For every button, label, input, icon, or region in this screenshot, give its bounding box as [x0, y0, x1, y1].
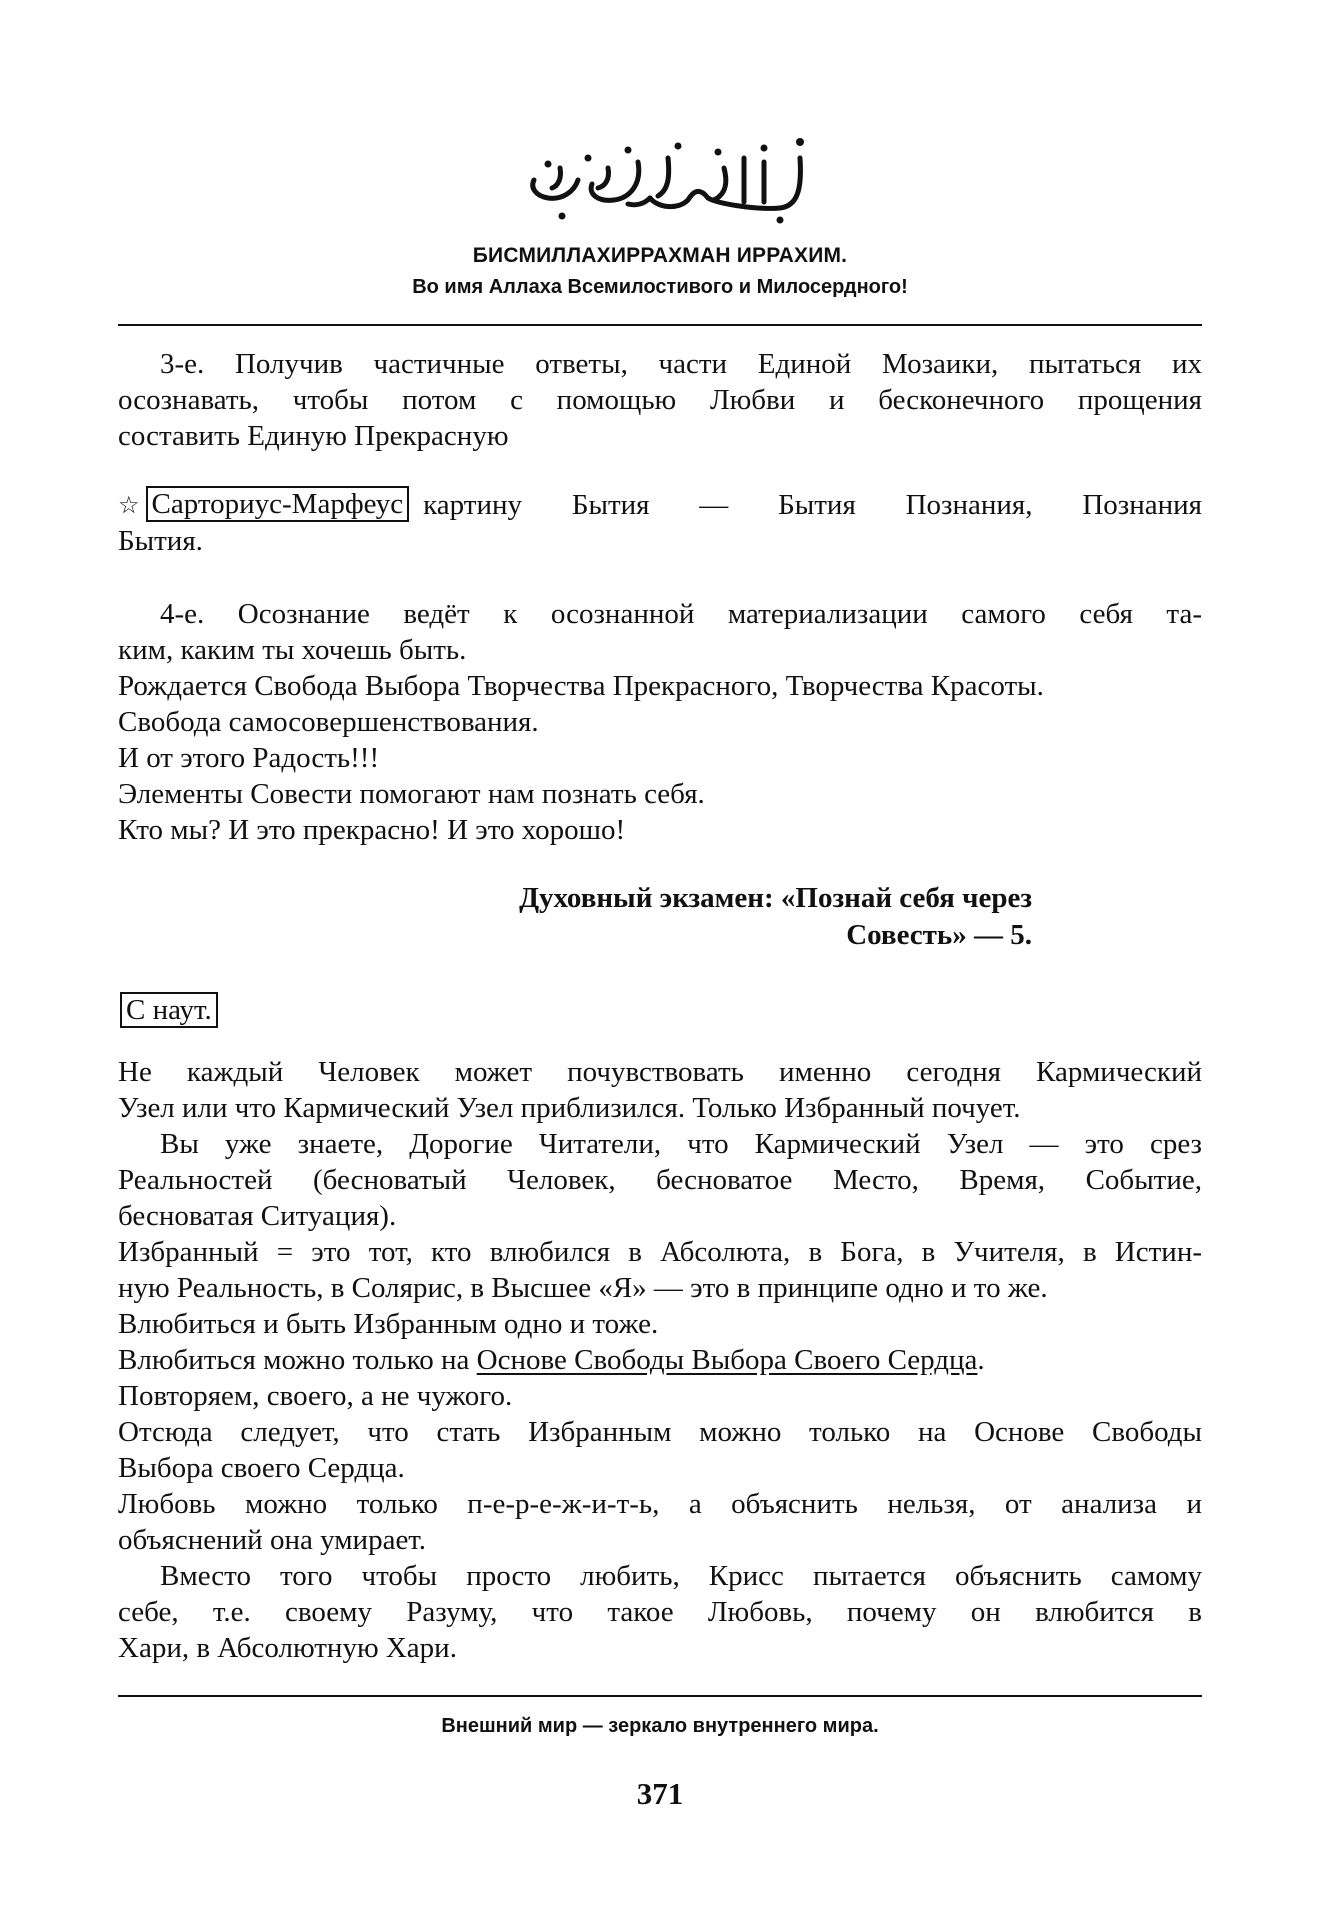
- text-segment: Влюбиться можно только на: [118, 1344, 477, 1376]
- exam-heading: [519, 880, 1032, 954]
- text-line: Хари, в Абсолютную Хари.: [118, 1632, 457, 1664]
- header-divider: [118, 324, 1202, 326]
- speaker-box: С наут.: [120, 992, 218, 1028]
- paragraph-chosen: [118, 1054, 1202, 1666]
- text-line: Реальностей (бесноватый Человек, бесноватое Место, Время, Событие,: [118, 1164, 1202, 1196]
- text-line: Кто мы? И это прекрасно! И это хорошо!: [118, 814, 626, 846]
- header-title: БИСМИЛЛАХИРРАХМАН ИРРАХИМ.: [472, 244, 848, 267]
- text-line: 4-е. Осознание ведёт к осознанной материализации самого себя та-: [160, 598, 1202, 630]
- header-subtitle: Во имя Аллаха Всемилостивого и Милосердного!: [412, 276, 908, 298]
- text-line: Бытия.: [118, 525, 203, 557]
- exam-heading-line: Духовный экзамен: «Познай себя через: [519, 882, 1032, 914]
- text-line: Не каждый Человек может почувствовать именно сегодня Кармический: [118, 1056, 1202, 1088]
- text-line: Выбора своего Сердца.: [118, 1452, 405, 1484]
- text-line: объяснений она умирает.: [118, 1524, 427, 1556]
- footer-motto: Внешний мир — зеркало внутреннего мира.: [441, 1715, 879, 1737]
- speaker-label: [120, 992, 218, 1028]
- book-page: [118, 0, 1202, 1920]
- text-line: И от этого Радость!!!: [118, 742, 380, 774]
- inline-group: [118, 486, 409, 523]
- text-line: Узел или что Кармический Узел приблизился. Только Избранный почует.: [118, 1092, 1021, 1124]
- text-line: себе, т.е. своему Разуму, что такое Любовь, почему он влюбится в: [118, 1596, 1202, 1628]
- boxed-name: Сарториус-Марфеус: [146, 486, 410, 522]
- text-line: Избранный = это тот, кто влюбился в Абсолюта, в Бога, в Учителя, в Истин-: [118, 1236, 1202, 1268]
- text-line: Рождается Свобода Выбора Творчества Прекрасного, Творчества Красоты.: [118, 670, 1044, 702]
- text-line: [118, 486, 1202, 523]
- bismillah-calligraphy-icon: [518, 128, 818, 228]
- footer-divider: [118, 1695, 1202, 1697]
- text-line: Элементы Совести помогают нам познать себя.: [118, 778, 705, 810]
- exam-heading-line: Совесть» — 5.: [846, 919, 1032, 951]
- paragraph-3e: [118, 346, 1202, 454]
- paragraph-sartorius: [118, 486, 1202, 559]
- text-line: Свобода самосовершенствования.: [118, 706, 539, 738]
- text-line: Отсюда следует, что стать Избранным можно только на Основе Свободы: [118, 1416, 1202, 1448]
- star-icon: ☆: [118, 491, 140, 519]
- text-line: [118, 1342, 1202, 1378]
- text-line: ную Реальность, в Солярис, в Высшее «Я» — это в принципе одно и то же.: [118, 1272, 1048, 1304]
- text-line: осознавать, чтобы потом с помощью Любви и бесконечного прощения: [118, 384, 1202, 416]
- text-segment: картину Бытия — Бытия Познания, Познания: [423, 488, 1202, 521]
- paragraph-4e: [118, 596, 1202, 848]
- text-segment: .: [977, 1344, 985, 1376]
- text-line: Вместо того чтобы просто любить, Крисс пытается объяснить самому: [160, 1560, 1202, 1592]
- text-line: составить Единую Прекрасную: [118, 420, 509, 452]
- text-line: Любовь можно только п-е-р-е-ж-и-т-ь, а объяснить нельзя, от анализа и: [118, 1488, 1202, 1520]
- text-line: Повторяем, своего, а не чужого.: [118, 1380, 513, 1412]
- page-number: 371: [636, 1776, 684, 1811]
- text-line: Влюбиться и быть Избранным одно и тоже.: [118, 1308, 659, 1340]
- underlined-phrase: Основе Свободы Выбора Своего Сердца: [476, 1344, 978, 1376]
- text-line: ким, каким ты хочешь быть.: [118, 634, 467, 666]
- text-line: бесноватая Ситуация).: [118, 1200, 397, 1232]
- text-line: Вы уже знаете, Дорогие Читатели, что Кармический Узел — это срез: [160, 1128, 1202, 1160]
- text-line: 3-е. Получив частичные ответы, части Единой Мозаики, пытаться их: [160, 348, 1202, 380]
